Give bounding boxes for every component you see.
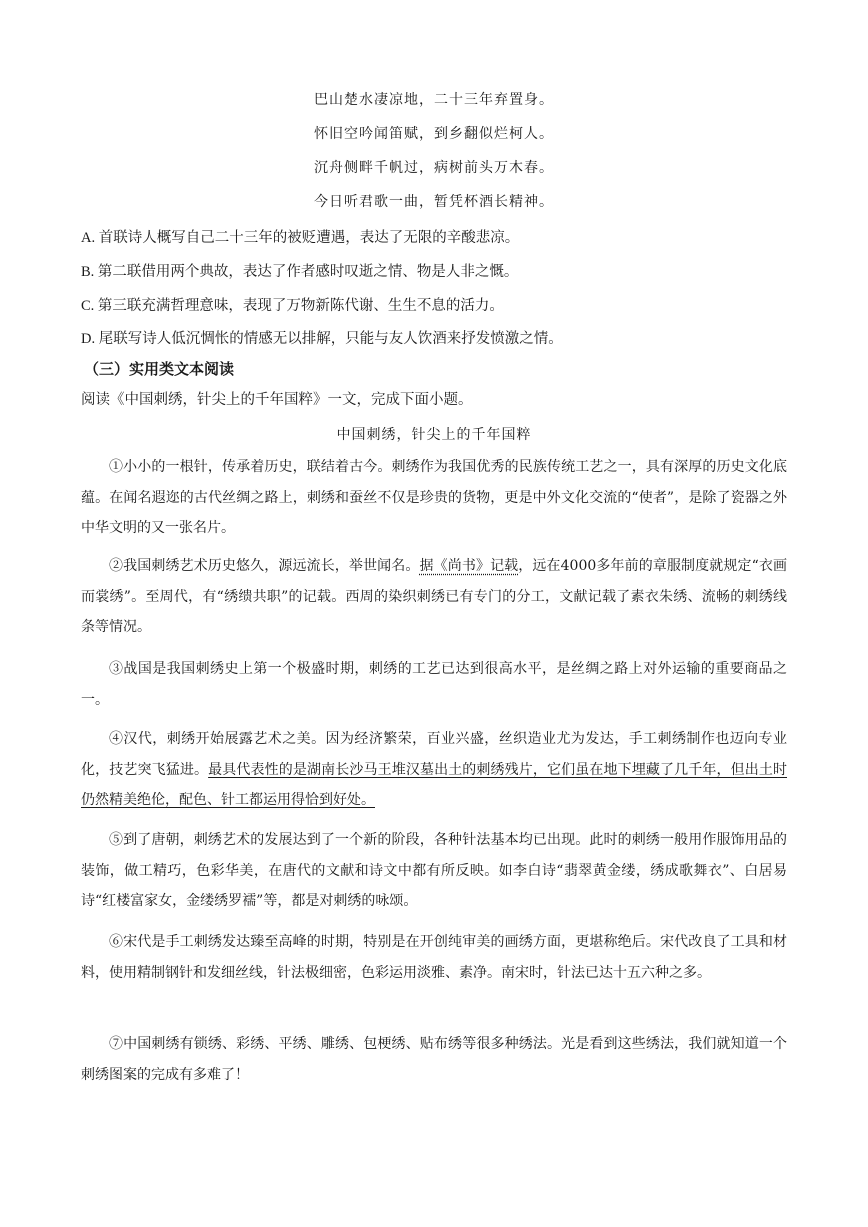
paragraph-2	[81, 551, 787, 643]
paragraph-4-underlined-sentence: 最具代表性的是湖南长沙马王堆汉墓出土的刺绣残片，它们虽在地下埋藏了几千年，但出土时仍然精美绝伦，配色、针工都运用得恰到好处。	[81, 761, 788, 808]
section-heading: （三）实用类文本阅读	[84, 360, 235, 378]
poem-line-1: 巴山楚水凄凉地，二十三年弃置身。	[314, 92, 554, 108]
article-title: 中国刺绣，针尖上的千年国粹	[336, 427, 532, 443]
paragraph-1: ①小小的一根针，传承着历史，联结着古今。刺绣作为我国优秀的民族传统工艺之一，具有深厚的历史文化底蕴。在闻名遐迩的古代丝绸之路上，刺绣和蚕丝不仅是珍贵的货物，更是中外文化交流的“使者”，是除了瓷器之外中华文明的又一张名片。	[81, 459, 787, 536]
poem-line-2: 怀旧空吟闻笛赋，到乡翻似烂柯人。	[314, 126, 554, 142]
paragraph-2-text-a: ②我国刺绣艺术历史悠久，源远流长，举世闻名。	[109, 558, 420, 574]
paragraph-4-text: ④汉代，刺绣开始展露艺术之美。因为经济繁荣，百业兴盛，丝织造业尤为发达，手工刺绣制作也迈向专业化，技艺突飞猛进。	[81, 731, 787, 778]
paragraph-3: ③战国是我国刺绣史上第一个极盛时期，刺绣的工艺已达到很高水平，是丝绸之路上对外运输的重要商品之一。	[81, 661, 787, 708]
paragraph-7: ⑦中国刺绣有锁绣、彩绣、平绣、雕绣、包梗绣、贴布绣等很多种绣法。光是看到这些绣法，我们就知道一个刺绣图案的完成有多难了！	[81, 1036, 787, 1083]
option-b: B. 第二联借用两个典故，表达了作者感时叹逝之情、物是人非之慨。	[81, 264, 519, 280]
paragraph-2-text-b: ，远在4000多年前的章服制度就规定“衣画而裳绣”。至周代，有“绣缋共职”的记载。西周的染织刺绣已有专门的分工，文献记载了素衣朱绣、流畅的刺绣线条等情况。	[81, 558, 788, 635]
poem-line-4: 今日听君歌一曲，暂凭杯酒长精神。	[314, 194, 554, 210]
reading-instruction: 阅读《中国刺绣，针尖上的千年国粹》一文，完成下面小题。	[81, 392, 473, 408]
paragraph-2-dotted-phrase: 据《尚书》记载	[419, 558, 519, 574]
poem-line-3: 沉舟侧畔千帆过，病树前头万木春。	[314, 160, 554, 176]
option-a: A. 首联诗人概写自己二十三年的被贬遭遇，表达了无限的辛酸悲凉。	[81, 230, 520, 246]
paragraph-6: ⑥宋代是手工刺绣发达臻至高峰的时期，特别是在开创纯审美的画绣方面，更堪称绝后。宋代改良了工具和材料，使用精制钢针和发细丝线，针法极细密，色彩运用淡雅、素净。南宋时，针法已达十五六种之多。	[81, 934, 787, 981]
option-c: C. 第三联充满哲理意味，表现了万物新陈代谢、生生不息的活力。	[81, 298, 504, 314]
paragraph-5: ⑤到了唐朝，刺绣艺术的发展达到了一个新的阶段，各种针法基本均已出现。此时的刺绣一般用作服饰用品的装饰，做工精巧，色彩华美，在唐代的文献和诗文中都有所反映。如李白诗“翡翠黄金缕，绣成歌舞衣”、白居易诗“红楼富家女，金缕绣罗襦”等，都是对刺绣的咏颂。	[81, 832, 787, 909]
paragraph-4	[81, 724, 787, 816]
option-d: D. 尾联写诗人低沉惆怅的情感无以排解，只能与友人饮酒来抒发愤激之情。	[81, 331, 563, 347]
